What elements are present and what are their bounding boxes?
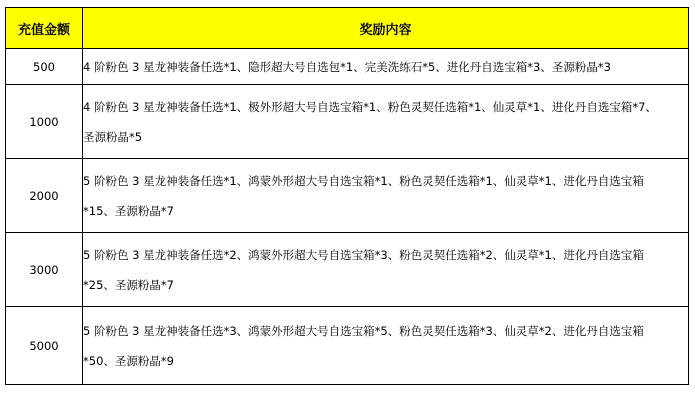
- table-row: [6, 85, 689, 159]
- header-amount: 充值金额: [6, 8, 83, 49]
- reward-content: [83, 233, 689, 307]
- recharge-amount: 3000: [6, 233, 83, 307]
- reward-line: 5 阶粉色 3 星龙神装备任选*2、鸿蒙外形超大号自选宝箱*3、粉色灵契任选箱*2、仙灵草*1、进化丹自选宝箱: [83, 247, 644, 262]
- reward-content: [83, 307, 689, 385]
- reward-line: 5 阶粉色 3 星龙神装备任选*1、鸿蒙外形超大号自选宝箱*1、粉色灵契任选箱*1、仙灵草*1、进化丹自选宝箱: [83, 173, 644, 188]
- recharge-amount: 2000: [6, 159, 83, 233]
- reward-table: [5, 7, 689, 385]
- reward-line: 5 阶粉色 3 星龙神装备任选*3、鸿蒙外形超大号自选宝箱*5、粉色灵契任选箱*3、仙灵草*2、进化丹自选宝箱: [83, 323, 644, 338]
- table-row: [6, 159, 689, 233]
- reward-line: *15、圣源粉晶*7: [83, 203, 174, 218]
- reward-content: [83, 49, 689, 85]
- reward-content: [83, 159, 689, 233]
- recharge-amount: 5000: [6, 307, 83, 385]
- recharge-amount: 500: [6, 49, 83, 85]
- reward-line: 圣源粉晶*5: [83, 129, 143, 144]
- reward-content: [83, 85, 689, 159]
- table-row: [6, 49, 689, 85]
- header-content: 奖励内容: [83, 8, 689, 49]
- reward-line: *25、圣源粉晶*7: [83, 277, 174, 292]
- reward-line: 4 阶粉色 3 星龙神装备任选*1、隐形超大号自选包*1、完美洗练石*5、进化丹自选宝箱*3、圣源粉晶*3: [83, 59, 611, 74]
- table-header-row: [6, 8, 689, 49]
- reward-line: *50、圣源粉晶*9: [83, 353, 174, 368]
- recharge-amount: 1000: [6, 85, 83, 159]
- table-row: [6, 307, 689, 385]
- table-row: [6, 233, 689, 307]
- reward-line: 4 阶粉色 3 星龙神装备任选*1、极外形超大号自选宝箱*1、粉色灵契任选箱*1、仙灵草*1、进化丹自选宝箱*7、: [83, 99, 657, 114]
